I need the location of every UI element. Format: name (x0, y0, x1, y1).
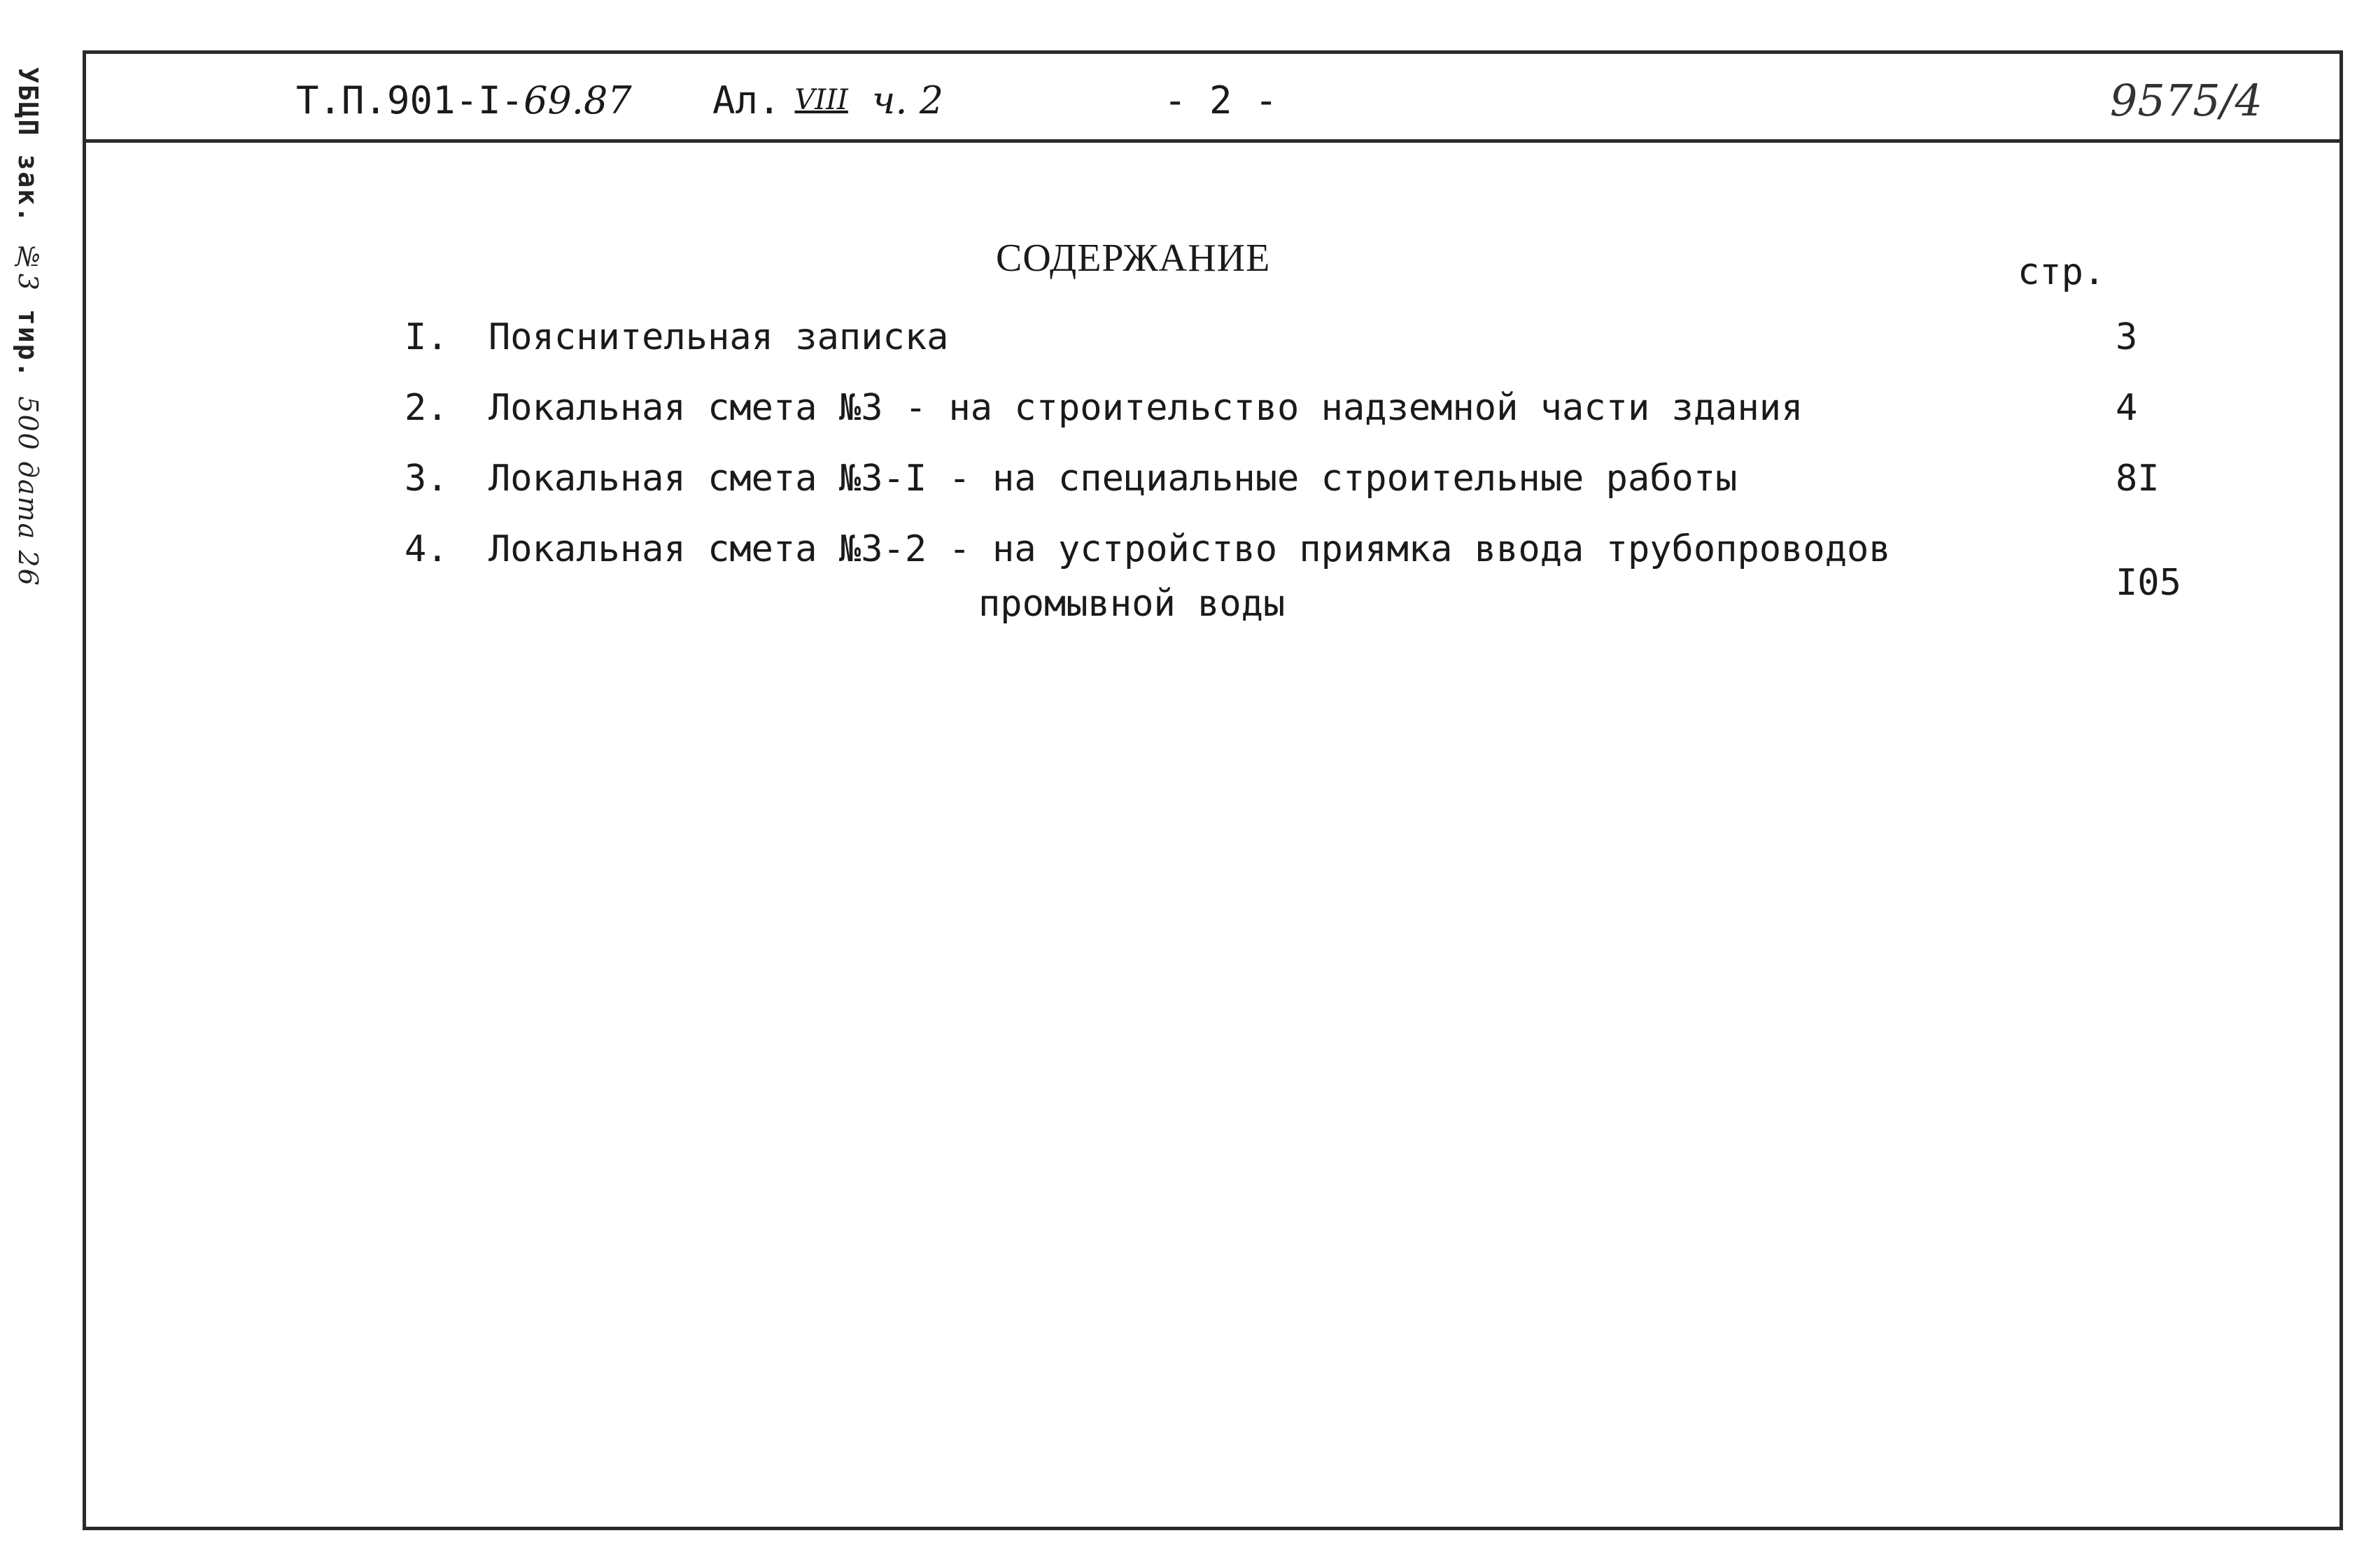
item-page: 8I (2116, 458, 2160, 500)
album-roman: VIII (794, 84, 848, 116)
item-page: 4 (2116, 387, 2138, 429)
contents-title: СОДЕРЖАНИЕ (996, 236, 1271, 280)
item-text: Пояснительная записка (488, 316, 949, 358)
margin-stamp (13, 67, 43, 587)
item-page: 3 (2116, 316, 2138, 358)
item-text: Локальная смета №3-I - на специальные строительные работы (488, 458, 1738, 500)
item-text-continuation: промывной воды (978, 583, 1286, 625)
album-reference (712, 65, 943, 135)
pages-column-label: стр. (2018, 251, 2106, 293)
item-page: I05 (2116, 562, 2181, 604)
stamp-order-handwritten: №3 (13, 241, 43, 292)
inventory-number: 9575/4 (2109, 74, 2263, 126)
page-number: - 2 - (1164, 78, 1278, 122)
page-frame (83, 50, 2343, 1530)
stamp-run-handwritten: 500 дата 26 (13, 396, 43, 587)
album-label: Ал. (712, 78, 781, 122)
document-code-handwritten: 69.87 (523, 78, 632, 122)
stamp-printed: УБЦП зак. (13, 67, 43, 224)
item-number: 4. (404, 528, 449, 570)
item-text: Локальная смета №3-2 - на устройство приямка ввода трубопроводов (488, 528, 1891, 570)
stamp-printed-run: тир. (13, 309, 43, 379)
document-code-printed: Т.П.901-I- (296, 78, 524, 122)
header-divider (86, 139, 2340, 143)
item-number: I. (404, 316, 449, 358)
item-number: 2. (404, 387, 449, 429)
document-code (296, 65, 632, 135)
album-part: ч. 2 (871, 78, 944, 122)
item-number: 3. (404, 458, 449, 500)
item-text: Локальная смета №3 - на строительство надземной части здания (488, 387, 1803, 429)
